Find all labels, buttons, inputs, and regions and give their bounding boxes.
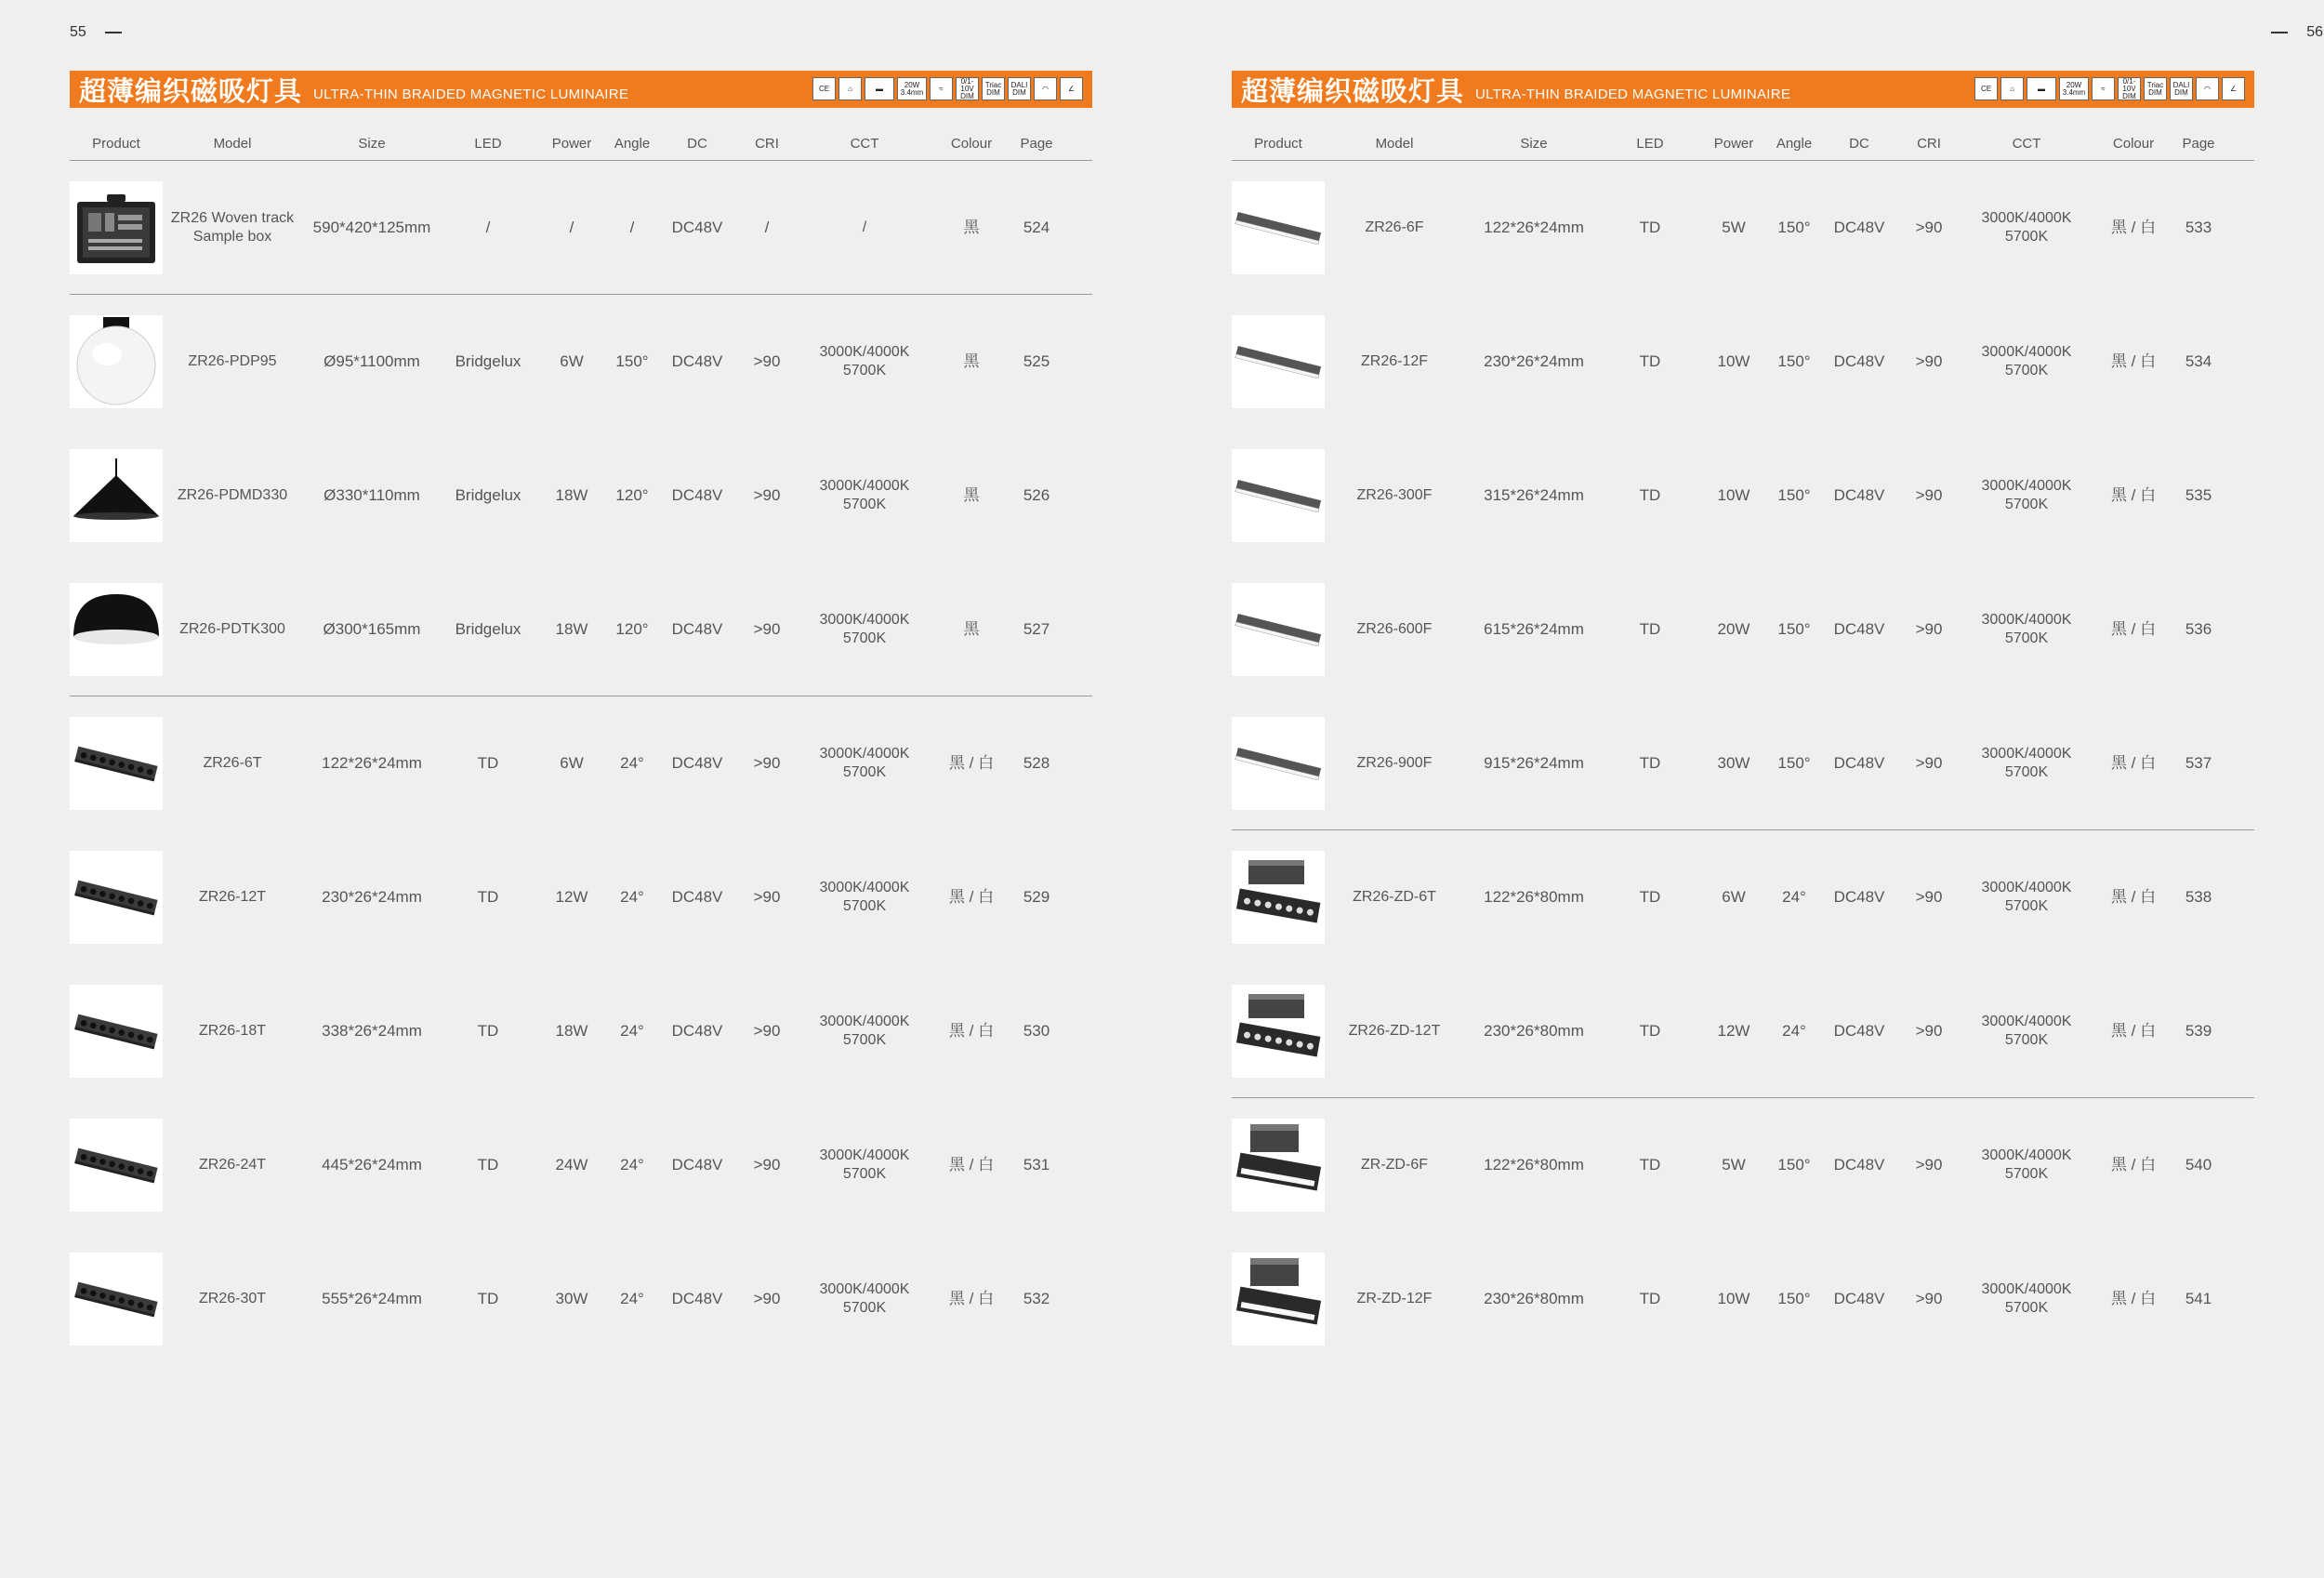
column-header-cct: CCT [2012,136,2041,152]
cell-power: 5W [1722,219,1746,236]
cell-cri: >90 [1915,1156,1943,1174]
cell-model: ZR26-30T [198,1291,267,1306]
product-image [70,315,163,408]
cell-cct: 3000K/4000K 5700K [819,478,910,512]
cell-cct: 3000K/4000K 5700K [819,880,910,914]
cell-cri: >90 [753,888,781,906]
table-row [1232,1232,2254,1366]
grille-light-icon [70,985,163,1078]
cell-colour: 黑 / 白 [2110,486,2157,504]
cell-model: ZR26-900F [1356,754,1433,771]
cell-model: ZR26-6T [203,755,262,771]
column-header-led: LED [1636,136,1664,152]
cell-cri: >90 [753,619,781,638]
cell-page: 534 [2185,352,2212,370]
banner-title-en: ULTRA-THIN BRAIDED MAGNETIC LUMINAIRE [313,86,629,102]
cell-size: 122*26*24mm [322,754,422,772]
cell-cri: >90 [1915,620,1943,638]
section-banner [1232,71,2254,108]
cell-colour: 黑 / 白 [2110,1156,2157,1174]
cell-model: ZR26-ZD-6T [1353,889,1436,905]
cell-dc: DC48V [1833,888,1885,906]
cell-angle: 120° [615,619,649,638]
cell-colour: 黑 / 白 [2110,219,2157,236]
cell-model: ZR26-12F [1360,353,1429,369]
ce-mark-icon: CE [1974,77,1998,100]
cell-size: 230*26*24mm [1484,352,1584,370]
cell-cri: >90 [753,754,781,772]
column-header-cri: CRI [1917,136,1941,152]
cell-page: 527 [1023,619,1050,638]
magnetic-track-icon: ▬ [2027,77,2056,100]
cell-cct: / [862,219,867,235]
cell-led: TD [1639,486,1661,504]
beam-angle-icon: ≈ [930,77,953,100]
cell-colour: 黑 [963,619,980,638]
cell-colour: 黑 [963,218,980,236]
adjustable-angle-icon: ◠ [1034,77,1057,100]
cell-cct: 3000K/4000K 5700K [1981,1147,2072,1182]
table-row [1232,161,2254,295]
cell-angle: 24° [1782,1021,1806,1040]
dome-pendant-icon [70,583,163,676]
grille-light-icon [70,1253,163,1346]
cell-colour: 黑 / 白 [948,888,995,906]
cell-dc: DC48V [1833,753,1885,772]
cell-dc: DC48V [1833,620,1885,638]
page-number: 55 [70,24,86,40]
cell-cct: 3000K/4000K 5700K [819,344,910,378]
column-header-power: Power [551,136,592,152]
cell-power: / [569,218,574,236]
cell-angle: 150° [1777,219,1811,236]
cell-power: 18W [555,486,588,504]
cell-led: TD [1639,1156,1661,1174]
page-number-dash [2271,32,2288,33]
cell-angle: 150° [615,352,649,370]
page-number-right [2271,24,2323,41]
cell-dc: DC48V [671,754,723,772]
column-header-product: Product [92,136,140,152]
product-image [1232,717,1325,810]
table-row [1232,295,2254,429]
table-row [1232,696,2254,830]
cell-led: Bridgelux [455,619,522,638]
cell-page: 533 [2185,219,2212,236]
column-header-dc: DC [687,136,707,152]
table-body [1232,161,2254,1366]
cell-size: Ø95*1100mm [324,352,420,370]
cone-pendant-icon [70,449,163,542]
cell-cri: >90 [1915,1290,1943,1307]
product-image [70,717,163,810]
product-image [70,985,163,1078]
track-width-icon: 20W 3.4mm [897,77,927,100]
cell-angle: 150° [1777,486,1811,504]
cell-cct: 3000K/4000K 5700K [1981,745,2072,780]
column-header-product: Product [1254,136,1302,152]
linear-light-icon [1232,449,1325,542]
certification-icons [1974,77,2245,100]
linear-light-icon [1232,717,1325,810]
column-header-colour: Colour [2112,136,2155,152]
cell-colour: 黑 / 白 [948,1156,995,1174]
cell-angle: 120° [615,486,649,504]
cell-power: 24W [555,1156,588,1174]
cell-dc: DC48V [671,486,723,504]
cell-size: 445*26*24mm [322,1156,422,1174]
cell-model: ZR26-ZD-12T [1348,1022,1441,1039]
triac-dim-icon: Triac DIM [2144,77,2167,100]
cell-page: 531 [1023,1156,1050,1174]
indoor-home-icon: ⌂ [838,77,862,100]
cell-page: 536 [2185,620,2212,638]
cell-size: 230*26*80mm [1484,1290,1584,1307]
cell-cct: 3000K/4000K 5700K [1981,210,2072,245]
cell-page: 537 [2185,753,2212,772]
cell-cct: 3000K/4000K 5700K [819,611,910,646]
magnetic-track-icon: ▬ [865,77,894,100]
cell-model: ZR26-600F [1356,621,1433,637]
cell-size: 315*26*24mm [1484,486,1584,504]
cell-angle: 24° [620,754,644,772]
product-image [70,583,163,676]
grille-light-icon [70,851,163,944]
cell-colour: 黑 [963,352,980,370]
cell-model: ZR26-PDTK300 [179,620,285,637]
table-header [1232,128,2254,161]
certification-icons [812,77,1083,100]
cell-cct: 3000K/4000K 5700K [819,1014,910,1048]
cell-dc: DC48V [671,218,723,236]
product-image [70,181,163,274]
cell-colour: 黑 / 白 [2110,1021,2157,1040]
dali-dim-icon: DALI DIM [1008,77,1031,100]
cell-led: TD [1639,753,1661,772]
cell-dc: DC48V [671,1290,723,1307]
dali-dim-icon: DALI DIM [2170,77,2193,100]
cell-angle: 24° [620,888,644,906]
cell-power: 12W [1717,1021,1750,1040]
cell-cri: >90 [753,1156,781,1174]
cell-led: TD [477,888,499,906]
rotation-icon: ∠ [1060,77,1083,100]
right-page [1232,0,2323,1578]
cell-led: TD [1639,219,1661,236]
cell-cri: >90 [753,1290,781,1307]
cell-colour: 黑 / 白 [2110,352,2157,370]
indoor-home-icon: ⌂ [2000,77,2024,100]
column-header-cri: CRI [755,136,779,152]
cell-cct: 3000K/4000K 5700K [1981,612,2072,646]
product-image [70,1119,163,1212]
product-image [70,449,163,542]
cell-dc: DC48V [671,1022,723,1040]
surface-grille-icon [1232,851,1325,944]
beam-angle-icon: ≈ [2092,77,2115,100]
cell-colour: 黑 / 白 [2110,888,2157,906]
cell-cri: >90 [1915,352,1943,370]
cell-cri: >90 [753,486,781,504]
cell-led: TD [1639,888,1661,906]
cell-cri: >90 [1915,219,1943,236]
cell-model: ZR-ZD-12F [1356,1291,1433,1306]
table-row [70,964,1092,1098]
table-row [70,1232,1092,1366]
cell-size: 230*26*80mm [1484,1021,1584,1040]
cell-power: 5W [1722,1156,1746,1174]
linear-light-icon [1232,315,1325,408]
cell-size: 230*26*24mm [322,888,422,906]
product-image [1232,1253,1325,1346]
cell-size: Ø330*110mm [324,486,420,504]
page-number-left [70,24,122,41]
cell-cri: >90 [1915,1021,1943,1040]
cell-size: 915*26*24mm [1484,753,1584,772]
column-header-size: Size [1520,136,1548,152]
grille-light-icon [70,1119,163,1212]
linear-light-icon [1232,583,1325,676]
section-banner [70,71,1092,108]
cell-cri: / [764,218,770,236]
surface-grille-icon [1232,985,1325,1078]
cell-dc: DC48V [1833,486,1885,504]
column-header-model: Model [213,136,252,152]
product-image [1232,985,1325,1078]
cell-dc: DC48V [671,352,723,370]
cell-led: TD [1639,1290,1661,1307]
banner-title-cn: 超薄编织磁吸灯具 [1241,74,1465,107]
page-number-dash [105,32,122,33]
cell-cct: 3000K/4000K 5700K [1981,1281,2072,1316]
globe-pendant-icon [70,315,163,408]
rotation-icon: ∠ [2222,77,2245,100]
cell-page: 535 [2185,486,2212,504]
cell-model: ZR26-PDP95 [188,353,277,369]
cell-colour: 黑 / 白 [2110,753,2157,772]
cell-led: TD [477,754,499,772]
cell-size: Ø300*165mm [323,619,421,638]
cell-dc: DC48V [1833,1290,1885,1307]
column-header-led: LED [474,136,502,152]
column-header-dc: DC [1849,136,1869,152]
cell-model: ZR26-6F [1365,219,1424,235]
cell-dc: DC48V [1833,1021,1885,1040]
cell-angle: 24° [620,1156,644,1174]
cell-page: 532 [1023,1290,1050,1307]
cell-led: Bridgelux [455,486,522,504]
table-row [70,830,1092,964]
page-number: 56 [2306,24,2323,40]
cell-size: 590*420*125mm [312,218,431,236]
sample-case-icon [70,181,163,274]
cell-cct: 3000K/4000K 5700K [819,1281,910,1316]
cell-power: 6W [560,352,584,370]
cell-size: 122*26*80mm [1484,888,1584,906]
cell-dc: DC48V [1833,219,1885,236]
table-row [70,429,1092,563]
cell-power: 30W [555,1290,588,1307]
cell-angle: / [629,218,635,236]
triac-dim-icon: Triac DIM [982,77,1005,100]
cell-power: 30W [1717,753,1750,772]
cell-dc: DC48V [671,619,723,638]
column-header-angle: Angle [1776,136,1813,152]
cell-size: 122*26*24mm [1484,219,1584,236]
surface-linear-icon [1232,1253,1325,1346]
cell-dc: DC48V [1833,1156,1885,1174]
cell-power: 10W [1717,486,1750,504]
cell-model: ZR26-300F [1356,487,1433,503]
cell-cri: >90 [1915,486,1943,504]
cell-angle: 150° [1777,620,1811,638]
cell-cct: 3000K/4000K 5700K [819,1147,910,1182]
column-header-model: Model [1375,136,1414,152]
table-header [70,128,1092,161]
table-row [70,696,1092,830]
cell-model: ZR26 Woven track Sample box [170,209,295,245]
cell-dc: DC48V [671,1156,723,1174]
cell-colour: 黑 [963,486,980,504]
table-row [1232,1098,2254,1232]
product-image [70,851,163,944]
cell-power: 6W [1722,888,1746,906]
cell-led: TD [477,1290,499,1307]
cell-size: 122*26*80mm [1484,1156,1584,1174]
cell-page: 524 [1023,218,1050,236]
linear-light-icon [1232,181,1325,274]
cell-led: TD [1639,1021,1661,1040]
cell-model: ZR26-12T [198,889,267,905]
cell-page: 529 [1023,888,1050,906]
table-row [70,161,1092,295]
cell-page: 539 [2185,1021,2212,1040]
column-header-colour: Colour [950,136,993,152]
product-table [1232,128,2254,1366]
column-header-size: Size [358,136,386,152]
cell-cri: >90 [1915,888,1943,906]
grille-light-icon [70,717,163,810]
cell-power: 18W [555,1022,588,1040]
cell-model: ZR26-PDMD330 [177,487,288,503]
cell-cct: 3000K/4000K 5700K [1981,478,2072,512]
cell-page: 528 [1023,754,1050,772]
cell-power: 10W [1717,1290,1750,1307]
cell-page: 525 [1023,352,1050,370]
cell-led: TD [1639,352,1661,370]
cell-angle: 24° [1782,888,1806,906]
cell-led: TD [477,1156,499,1174]
column-header-angle: Angle [614,136,651,152]
dim-0-10v-icon: 0/1-10V DIM [2118,77,2141,100]
cell-model: ZR26-24T [198,1157,267,1173]
cell-power: 20W [1717,620,1750,638]
product-image [1232,449,1325,542]
cell-size: 338*26*24mm [322,1022,422,1040]
cell-model: ZR-ZD-6F [1361,1157,1428,1173]
cell-angle: 150° [1777,1290,1811,1307]
cell-led: / [485,218,491,236]
cell-colour: 黑 / 白 [948,754,995,772]
cell-colour: 黑 / 白 [948,1022,995,1040]
cell-power: 6W [560,754,584,772]
banner-title-en: ULTRA-THIN BRAIDED MAGNETIC LUMINAIRE [1475,86,1791,102]
cell-cct: 3000K/4000K 5700K [1981,1013,2072,1048]
cell-dc: DC48V [671,888,723,906]
product-image [70,1253,163,1346]
cell-colour: 黑 / 白 [2110,1290,2157,1307]
cell-dc: DC48V [1833,352,1885,370]
cell-angle: 24° [620,1290,644,1307]
cell-angle: 24° [620,1022,644,1040]
cell-cct: 3000K/4000K 5700K [1981,880,2072,914]
cell-led: TD [477,1022,499,1040]
column-header-power: Power [1713,136,1754,152]
cell-led: TD [1639,620,1661,638]
cell-angle: 150° [1777,753,1811,772]
cell-angle: 150° [1777,1156,1811,1174]
table-row [70,295,1092,429]
cell-page: 530 [1023,1022,1050,1040]
dim-0-10v-icon: 0/1-10V DIM [956,77,979,100]
track-width-icon: 20W 3.4mm [2059,77,2089,100]
column-header-page: Page [2182,136,2215,152]
table-row [70,1098,1092,1232]
table-row [1232,563,2254,696]
product-image [1232,181,1325,274]
cell-size: 615*26*24mm [1484,620,1584,638]
cell-cri: >90 [753,352,781,370]
table-row [70,563,1092,696]
left-page [70,0,1161,1578]
product-image [1232,1119,1325,1212]
cell-page: 538 [2185,888,2212,906]
cell-power: 10W [1717,352,1750,370]
surface-linear-icon [1232,1119,1325,1212]
cell-cct: 3000K/4000K 5700K [819,746,910,780]
cell-power: 12W [555,888,588,906]
cell-page: 541 [2185,1290,2212,1307]
cell-angle: 150° [1777,352,1811,370]
cell-cri: >90 [1915,753,1943,772]
cell-colour: 黑 / 白 [2110,620,2157,638]
cell-page: 526 [1023,486,1050,504]
adjustable-angle-icon: ◠ [2196,77,2219,100]
column-header-cct: CCT [850,136,879,152]
product-image [1232,851,1325,944]
table-row [1232,429,2254,563]
ce-mark-icon: CE [812,77,836,100]
cell-led: Bridgelux [455,352,522,370]
cell-cct: 3000K/4000K 5700K [1981,344,2072,378]
table-body [70,161,1092,1366]
column-header-page: Page [1020,136,1053,152]
product-image [1232,315,1325,408]
cell-power: 18W [555,619,588,638]
cell-model: ZR26-18T [198,1023,267,1039]
table-row [1232,830,2254,964]
cell-size: 555*26*24mm [322,1290,422,1307]
cell-page: 540 [2185,1156,2212,1174]
cell-colour: 黑 / 白 [948,1290,995,1307]
product-table [70,128,1092,1366]
product-image [1232,583,1325,676]
banner-title-cn: 超薄编织磁吸灯具 [79,74,303,107]
table-row [1232,964,2254,1098]
cell-cri: >90 [753,1022,781,1040]
